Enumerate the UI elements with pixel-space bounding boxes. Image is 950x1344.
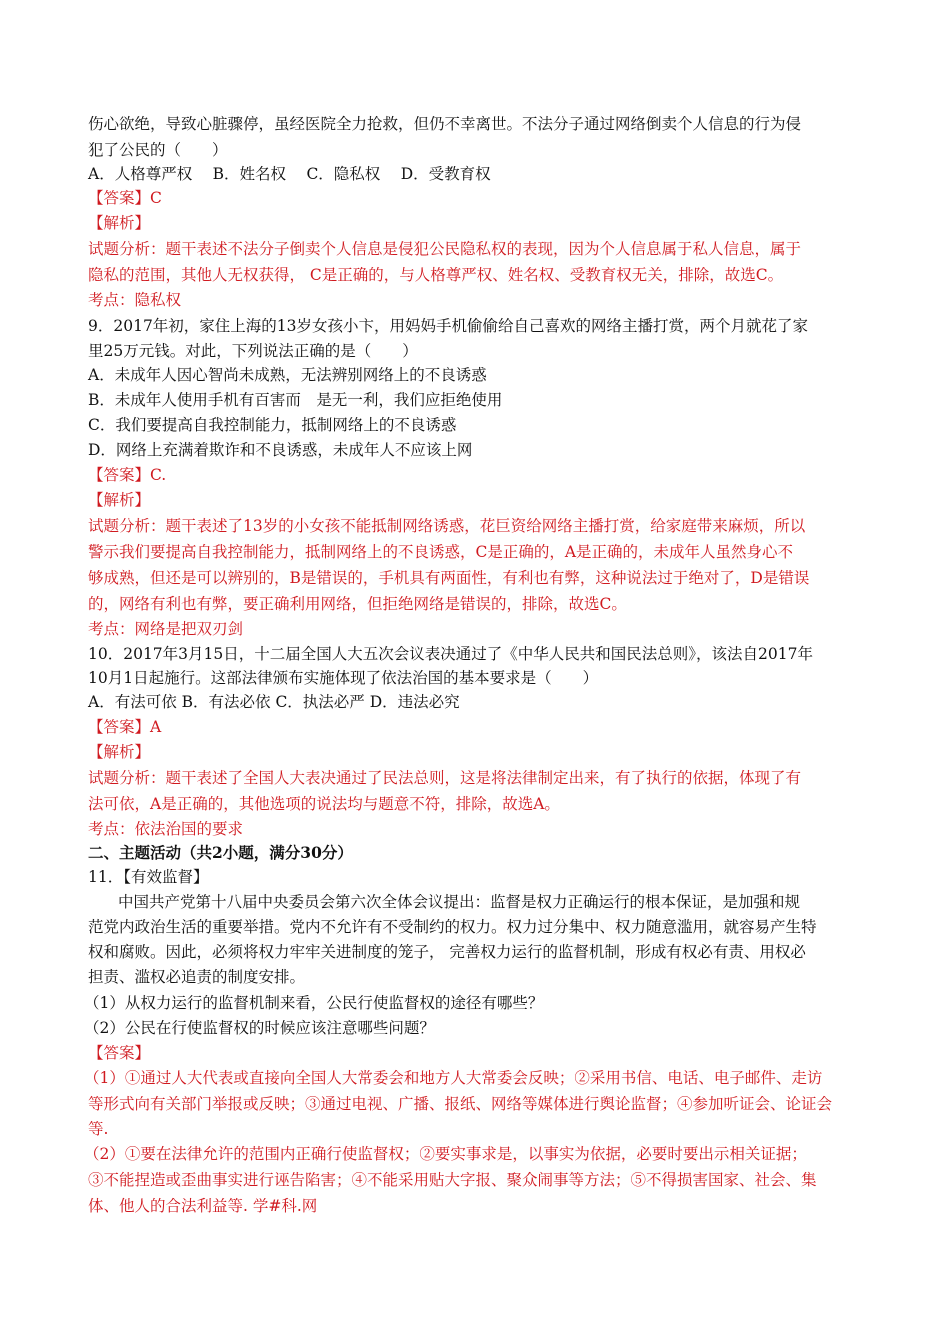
- q10-answer: 【答案】A: [88, 718, 162, 736]
- q8-stem-line2: 犯了公民的（ ）: [88, 141, 228, 159]
- q11-para-line2: 范党内政治生活的重要举措。党内不允许有不受制约的权力。权力过分集中、权力随意滥用，就容易产生特: [88, 918, 817, 936]
- q9-point: 考点：网络是把双刃剑: [88, 620, 244, 638]
- q10-options: A．有法可依 B．有法必依 C．执法必严 D．违法必究: [88, 693, 460, 711]
- q8-stem-line1: 伤心欲绝，导致心脏骤停，虽经医院全力抢救，但仍不幸离世。不法分子通过网络倒卖个人信息的行为侵: [88, 115, 802, 133]
- q11-subquestion-1: （1）从权力运行的监督机制来看，公民行使监督权的途径有哪些？: [84, 994, 544, 1012]
- q9-option-a: A．未成年人因心智尚未成熟，无法辨别网络上的不良诱惑: [88, 366, 487, 384]
- q10-analysis-line1: 试题分析：题干表述了全国人大表决通过了民法总则，这是将法律制定出来，有了执行的依据，体现了有: [88, 769, 802, 787]
- q10-analysis-line2: 法可依，A是正确的，其他选项的说法均与题意不符，排除，故选A。: [88, 795, 560, 813]
- q8-analysis-label: 【解析】: [88, 214, 151, 232]
- q9-analysis-label: 【解析】: [88, 491, 151, 509]
- q10-stem-line1: 10．2017年3月15日，十二届全国人大五次会议表决通过了《中华人民共和国民法总则》，该法自2017年: [88, 645, 813, 663]
- q11-answer2-line1: （2）①要在法律允许的范围内正确行使监督权；②要实事求是，以事实为依据，必要时要出示相关证据；: [84, 1145, 807, 1163]
- q9-option-b: B．未成年人使用手机有百害而 是无一利，我们应拒绝使用: [88, 391, 503, 409]
- q8-analysis-line1: 试题分析：题干表述不法分子倒卖个人信息是侵犯公民隐私权的表现，因为个人信息属于私人信息，属于: [88, 240, 802, 258]
- q11-answer2-line3: 体、他人的合法利益等. 学#科.网: [88, 1197, 318, 1215]
- q11-answer1-line2: 等形式向有关部门举报或反映；③通过电视、广播、报纸、网络等媒体进行舆论监督；④参加听证会、论证会: [88, 1095, 833, 1113]
- q10-point: 考点：依法治国的要求: [88, 820, 244, 838]
- q11-para-line1: 中国共产党第十八届中央委员会第六次全体会议提出：监督是权力正确运行的根本保证，是加强和规: [118, 893, 801, 911]
- q8-point: 考点：隐私权: [88, 291, 182, 309]
- q11-para-line4: 担责、滥权必追责的制度安排。: [88, 968, 306, 986]
- q11-answer-label: 【答案】: [88, 1044, 151, 1062]
- q9-stem-line2: 里25万元钱。对此，下列说法正确的是（ ）: [88, 342, 418, 360]
- q10-stem-line2: 10月1日起施行。这部法律颁布实施体现了依法治国的基本要求是（ ）: [88, 669, 599, 687]
- q8-analysis-line2: 隐私的范围，其他人无权获得， C是正确的，与人格尊严权、姓名权、受教育权无关，排除，故选C。: [88, 266, 784, 284]
- q9-option-c: C．我们要提高自我控制能力，抵制网络上的不良诱惑: [88, 416, 457, 434]
- q9-analysis-line2: 警示我们要提高自我控制能力，抵制网络上的不良诱惑，C是正确的，A是正确的，未成年人虽然身心不: [88, 543, 794, 561]
- q9-option-d: D．网络上充满着欺诈和不良诱惑，未成年人不应该上网: [88, 441, 473, 459]
- q11-answer1-line3: 等.: [88, 1120, 109, 1138]
- q9-answer: 【答案】C.: [88, 466, 167, 484]
- section-heading: 二、主题活动（共2小题，满分30分）: [88, 843, 353, 862]
- q9-analysis-line3: 够成熟，但还是可以辨别的，B是错误的，手机具有两面性，有利也有弊，这种说法过于绝对了，D是错误: [88, 569, 810, 587]
- q8-options: A．人格尊严权 B．姓名权 C．隐私权 D．受教育权: [88, 165, 491, 183]
- q8-answer: 【答案】C: [88, 189, 162, 207]
- q11-answer1-line1: （1）①通过人大代表或直接向全国人大常委会和地方人大常委会反映；②采用书信、电话、电子邮件、走访: [84, 1069, 823, 1087]
- q9-stem-line1: 9．2017年初，家住上海的13岁女孩小卞，用妈妈手机偷偷给自己喜欢的网络主播打赏，两个月就花了家: [88, 317, 809, 335]
- q11-para-line3: 权和腐败。因此，必须将权力牢牢关进制度的笼子， 完善权力运行的监督机制，形成有权必有责、用权必: [88, 943, 806, 961]
- q9-analysis-line1: 试题分析：题干表述了13岁的小女孩不能抵制网络诱惑，花巨资给网络主播打赏，给家庭带来麻烦，所以: [88, 517, 806, 535]
- q9-analysis-line4: 的，网络有利也有弊，要正确利用网络，但拒绝网络是错误的，排除，故选C。: [88, 595, 627, 613]
- q11-subquestion-2: （2）公民在行使监督权的时候应该注意哪些问题？: [84, 1019, 435, 1037]
- q11-title: 11．【有效监督】: [88, 868, 209, 886]
- q10-analysis-label: 【解析】: [88, 743, 151, 761]
- q11-answer2-line2: ③不能捏造或歪曲事实进行诬告陷害；④不能采用贴大字报、聚众闹事等方法；⑤不得损害国家、社会、集: [88, 1171, 817, 1189]
